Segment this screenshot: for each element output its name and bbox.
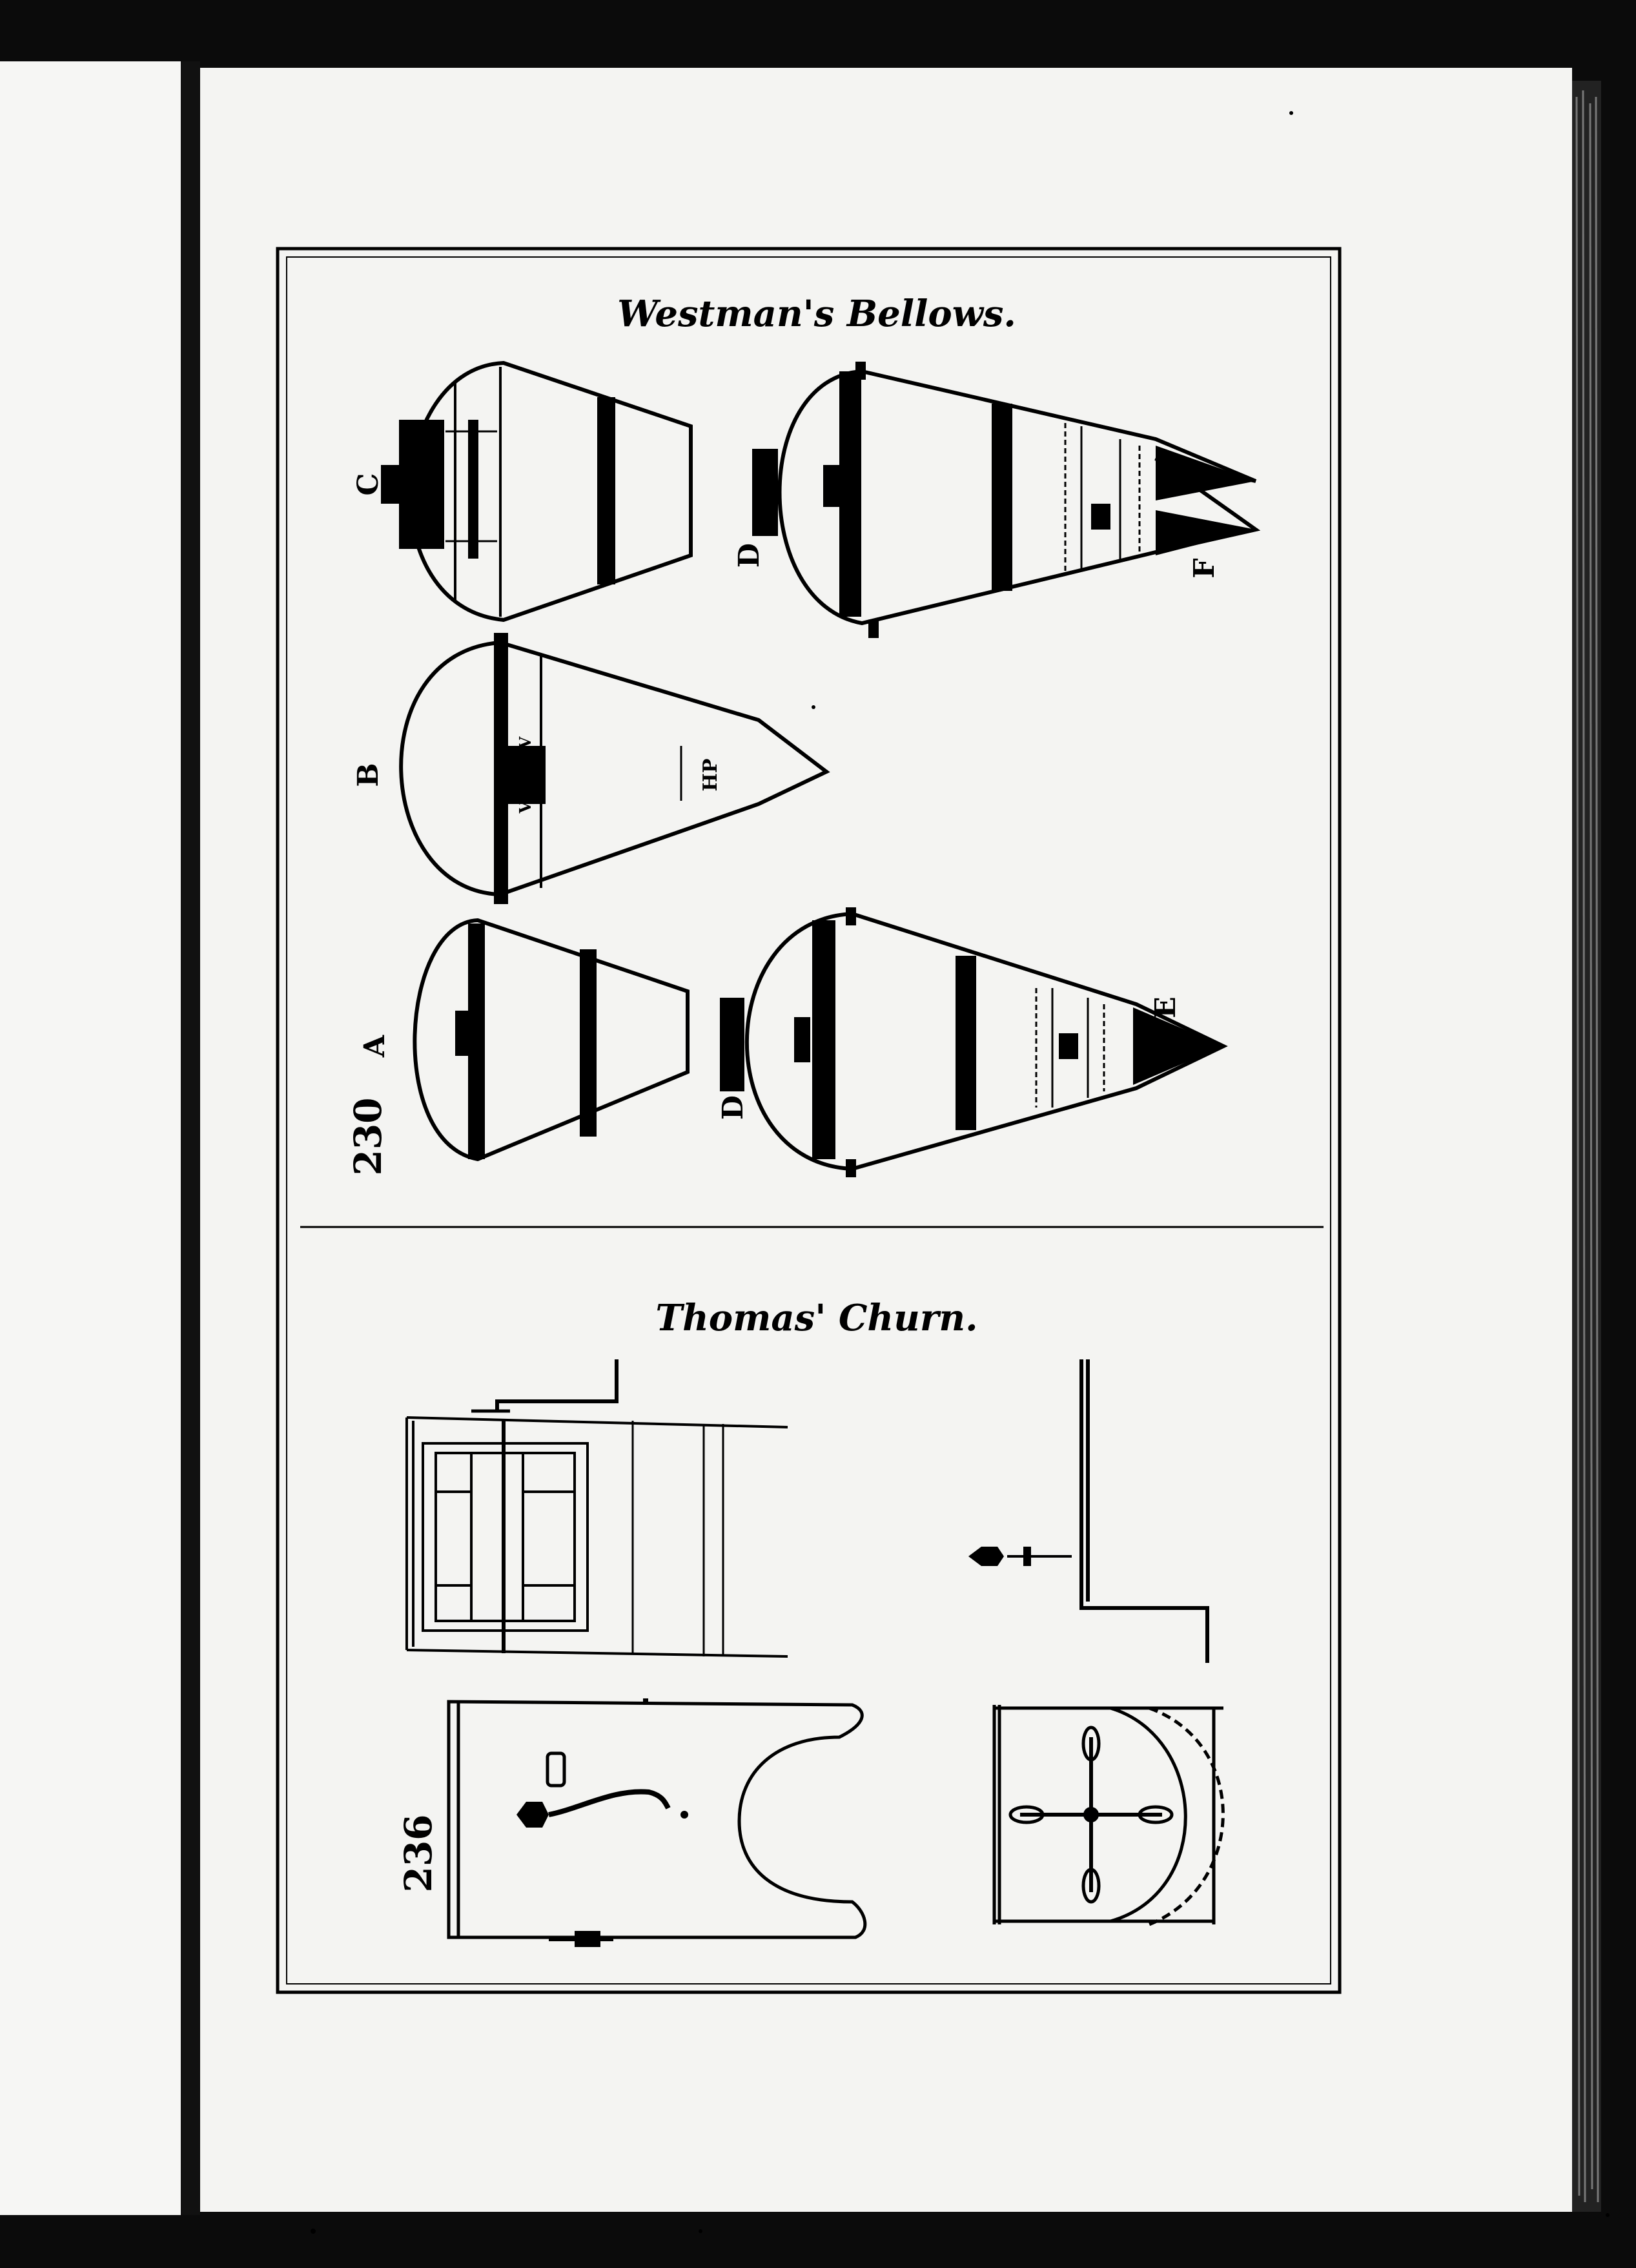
valve-b-2: V — [516, 801, 535, 814]
label-f: F — [1188, 558, 1221, 579]
label-hp: HP — [699, 758, 722, 792]
valve-b-1: V — [516, 736, 535, 749]
label-b: B — [352, 763, 385, 787]
churn-figure-number-bound: 236 — [396, 1814, 440, 1893]
label-a: A — [358, 1035, 391, 1058]
label-e: E — [1149, 996, 1182, 1018]
label-d-lower: D — [717, 1095, 750, 1120]
bellows-title: Westman's Bellows. — [617, 293, 1016, 335]
book-gutter — [181, 61, 200, 2215]
left-page-edge — [0, 61, 181, 2215]
label-d-upper: D — [733, 542, 766, 568]
label-c: C — [352, 473, 385, 496]
churn-title: Thomas' Churn. — [655, 1297, 978, 1339]
bellows-figure-number: 230 — [346, 1097, 390, 1176]
